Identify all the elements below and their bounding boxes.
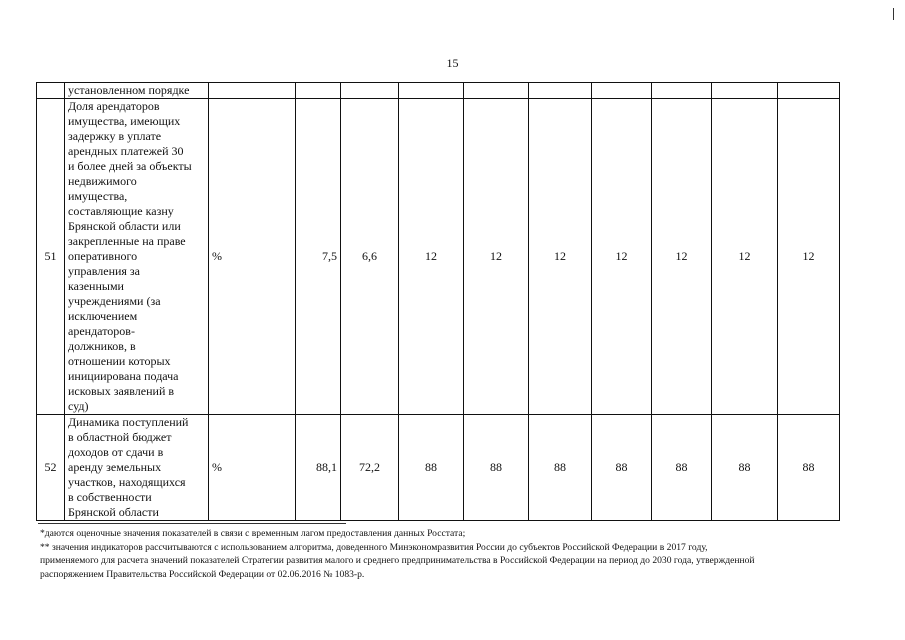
value-cell: 7,5: [296, 99, 341, 415]
table-row: [37, 83, 840, 99]
value-cell: 88: [464, 415, 529, 521]
footnote: распоряжением Правительства Российской Федерации от 02.06.2016 № 1083-р.: [40, 568, 365, 580]
row-number-cell: 51: [37, 99, 65, 415]
footnote: применяемого для расчета значений показателей Стратегии развития малого и среднего предпринимательства в Российской Федерации на период до 2030 года, утвержденной: [40, 555, 755, 567]
value-cell: 6,6: [341, 99, 399, 415]
indicator-name-cell: Доля арендаторов имущества, имеющих задержку в уплате арендных платежей 30 и более дней за объекты недвижимого имущества, составляющие казну Брянской области или закрепленные на праве оперативного управления за казенными учреждениями (за исключением арендаторов- должников, в отношении которых инициирована подача исковых заявлений в суд): [65, 99, 209, 415]
value-cell: 88,1: [296, 415, 341, 521]
value-cell: 12: [712, 99, 778, 415]
indicator-name-cell: Динамика поступлений в областной бюджет доходов от сдачи в аренду земельных участков, находящихся в собственности Брянской области: [65, 415, 209, 521]
row-number-cell: 52: [37, 415, 65, 521]
footnotes: [40, 527, 880, 581]
value-cell: 88: [529, 415, 592, 521]
footnote: ** значения индикаторов рассчитываются с использованием алгоритма, доведенного Минэкономразвития России до субъектов Российской Федерации в 2017 году,: [40, 541, 708, 553]
value-cell: 12: [399, 99, 464, 415]
unit-cell: %: [209, 415, 296, 521]
value-cell: 88: [592, 415, 652, 521]
indicators-table: [36, 82, 840, 521]
value-cell: 88: [652, 415, 712, 521]
table-row: [37, 99, 840, 415]
value-cell: 88: [712, 415, 778, 521]
footnote: *даются оценочные значения показателей в связи с временным лагом предоставления данных Росстата;: [40, 528, 466, 539]
unit-cell: %: [209, 99, 296, 415]
table-row: [37, 415, 840, 521]
value-cell: 12: [464, 99, 529, 415]
value-cell: 88: [778, 415, 840, 521]
value-cell: 12: [778, 99, 840, 415]
footnote-separator: [38, 523, 346, 524]
value-cell: 12: [652, 99, 712, 415]
row-number-cell: [37, 83, 65, 99]
value-cell: 12: [529, 99, 592, 415]
value-cell: 72,2: [341, 415, 399, 521]
value-cell: 12: [592, 99, 652, 415]
indicator-name-cell: установленном порядке: [65, 83, 209, 99]
value-cell: 88: [399, 415, 464, 521]
page-edge-mark: [893, 8, 894, 20]
page-number: 15: [446, 56, 459, 70]
